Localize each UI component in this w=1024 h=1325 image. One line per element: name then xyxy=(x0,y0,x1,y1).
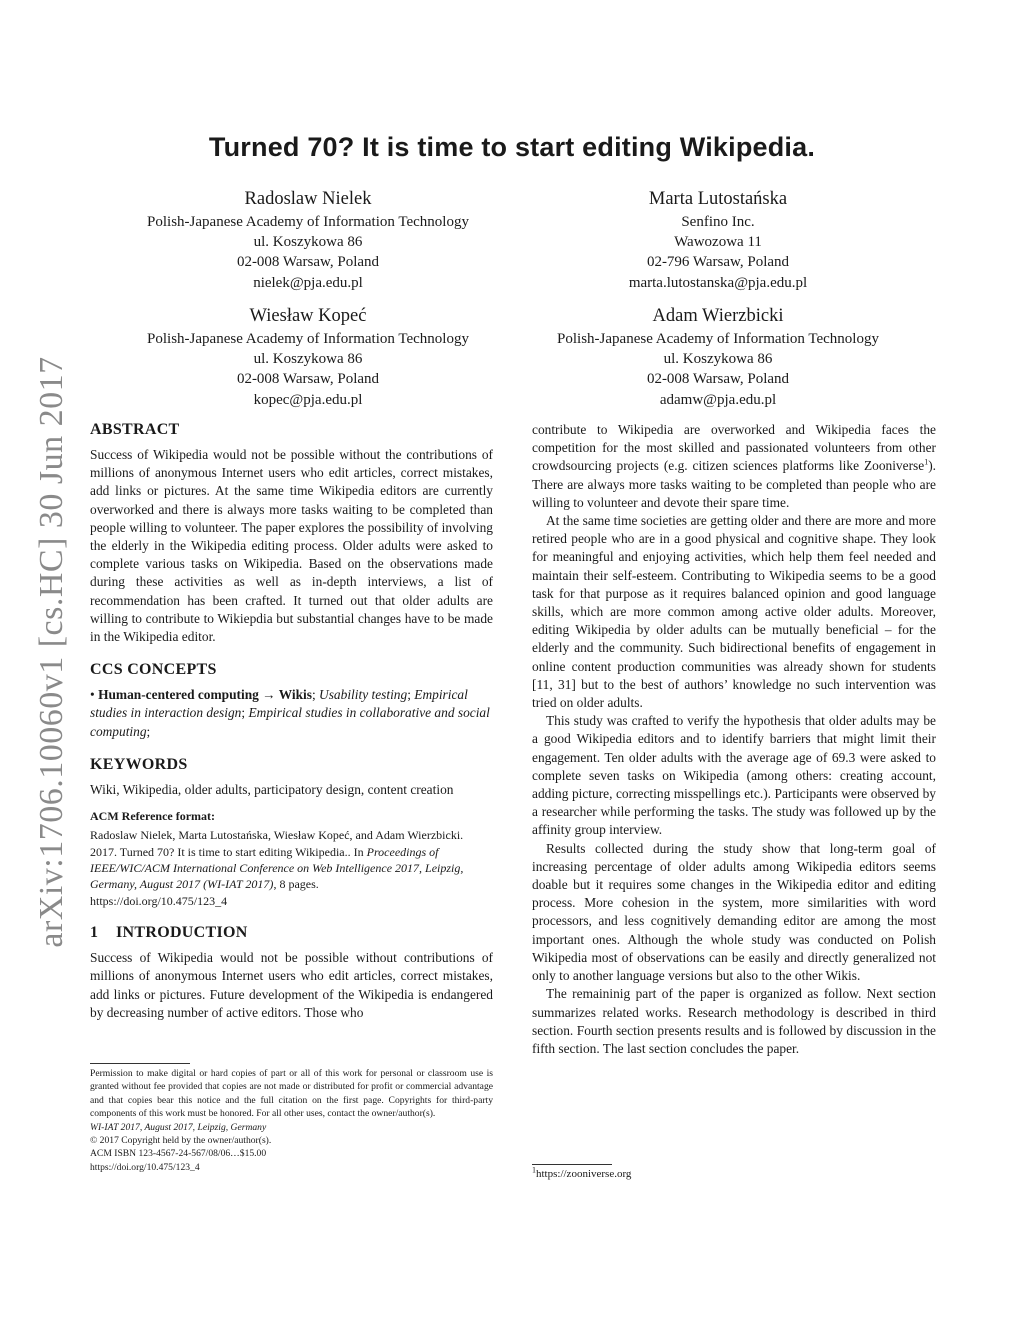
permission-notice xyxy=(90,1067,493,1174)
abstract-text: Success of Wikipedia would not be possible without the contributions of millions of anonymous Internet users who edit articles, correct mistakes, add links or pictures. At the same time Wikipedia editors are currently overworked and there is always more tasks waiting to be completed than people willing to volunteer. The paper explores the possibility of involving the elderly in the Wikipedia editing process. Older adults were asked to complete various tasks on Wikipedia. Based on the observations made during these activities as well as in-depth interviews, a list of recommendation has been crafted. It turned out that older adults are willing to contribute to Wikiepdia but substantial changes have to be made in the Wikipedia editor. xyxy=(90,447,493,645)
copyright-line: © 2017 Copyright held by the owner/author(s). xyxy=(90,1135,272,1147)
ccs-concept: Empirical studies in collaborative and social computing xyxy=(90,705,490,739)
ccs-concepts: • Human-centered computing → Wikis; Usability testing; Empirical studies in interaction design; Empirical studies in collaborative and social computing; xyxy=(90,687,490,739)
author-block xyxy=(508,187,928,293)
intro-paragraph: contribute to Wikipedia are overworked and Wikipedia faces the competition for the most skilled and passionated volunteers from other crowdsourcing projects (e.g. citizen sciences platforms like Zooniverse$^1$). There are always more tasks waiting to be completed than people who are willing to volunteer and devote their spare time. xyxy=(532,422,936,510)
intro-paragraph: Success of Wikipedia would not be possible without contributions of millions of anonymous Internet users who edit articles, correct mistakes, add links or pictures. Future development of the Wikipedia is endangered by decreasing number of active editors. Those who xyxy=(90,950,493,1020)
author-street: Wawozowa 11 xyxy=(674,234,762,251)
intro-paragraph: Results collected during the study show that long-term goal of increasing percentage of older adults among Wikipedia editors seems doable but it requires some changes in the Wikipedia editor and editing process. More cohesion in the system, more similarities with word processors, and less cognitively demanding editor are among the most important ones. Although the whole study was conducted on Polish Wikipedia most of observations can be easily and directly generalized not only to another language versions but also to the other Wikis. xyxy=(532,840,936,984)
reference-proceedings: Proceedings of IEEE/WIC/ACM International Conference on Web Intelligence 2017, Leipzig, Germany, August 2017 (WI-IAT 2017) xyxy=(90,844,464,892)
author-email[interactable]: adamw@pja.edu.pl xyxy=(659,391,777,408)
ccs-concept: Empirical studies in interaction design xyxy=(90,687,468,721)
abstract-heading: ABSTRACT xyxy=(90,421,180,438)
author-email[interactable]: marta.lutostanska@pja.edu.pl xyxy=(628,274,808,291)
ccs-concept: Usability testing xyxy=(319,687,408,703)
section-title: INTRODUCTION xyxy=(116,924,248,942)
author-block xyxy=(98,304,518,410)
footnote-url[interactable]: https://zooniverse.org xyxy=(536,1168,632,1180)
acm-reference-text: Radoslaw Nielek, Marta Lutostańska, Wiesław Kopeć, and Adam Wierzbicki. 2017. Turned 70? It is time to start editing Wikipedia.. In Proceedings of IEEE/WIC/ACM International Conference on Web Intelligence 2017, Leipzig, Germany, August 2017 (WI-IAT 2017), 8 pages. https://doi.org/10.475/123_4 xyxy=(90,828,464,908)
author-name: Adam Wierzbicki xyxy=(652,306,784,326)
ccs-bullet: • xyxy=(90,687,95,703)
ccs-heading: CCS CONCEPTS xyxy=(90,661,217,679)
permission-divider xyxy=(90,1063,190,1064)
author-block xyxy=(98,187,518,293)
intro-paragraph: This study was crafted to verify the hypothesis that older adults may be a good Wikipedia editors and to identify barriers that might limit their engagement. Ten older adults with the average age of 69.3 were asked to complete seven tasks on Wikipedia (among others: creating account, adding picture, correcting misspellings etc.). Participants were observed by a researcher while performing the tasks. The study was followed up by the affinity group interview. xyxy=(532,713,936,838)
venue-line: WI-IAT 2017, August 2017, Leipzig, Germany xyxy=(90,1121,267,1133)
section-number: 1 xyxy=(90,924,99,942)
author-street: ul. Koszykowa 86 xyxy=(253,234,363,251)
arxiv-identifier-text: arXiv:1706.10060v1 [cs.HC] 30 Jun 2017 xyxy=(33,356,70,948)
isbn-line: ACM ISBN 123-4567-24-567/08/06…$15.00 xyxy=(90,1148,267,1160)
author-city: 02-008 Warsaw, Poland xyxy=(236,371,380,388)
author-affiliation: Polish-Japanese Academy of Information Technology xyxy=(557,331,879,347)
intro-paragraph: The remaininig part of the paper is organized as follow. Next section summarizes related works. Research methodology is described in third section. Fourth section presents results and is followed by discussion in the fifth section. The last section concludes the paper. xyxy=(532,986,936,1056)
author-city: 02-008 Warsaw, Poland xyxy=(236,254,380,271)
right-column xyxy=(532,421,936,1058)
author-affiliation: Senfino Inc. xyxy=(681,214,755,230)
author-name: Marta Lutostańska xyxy=(648,189,788,209)
introduction-heading xyxy=(90,923,493,943)
author-street: ul. Koszykowa 86 xyxy=(663,351,773,368)
keywords-text: Wiki, Wikipedia, older adults, participatory design, content creation xyxy=(90,781,454,797)
author-email[interactable]: kopec@pja.edu.pl xyxy=(253,391,363,408)
footnote-mark[interactable]: 1 xyxy=(924,457,929,467)
doi-line[interactable]: https://doi.org/10.475/123_4 xyxy=(90,1161,200,1173)
keywords-heading: KEYWORDS xyxy=(90,755,188,773)
author-name: Radoslaw Nielek xyxy=(244,189,372,209)
author-email[interactable]: nielek@pja.edu.pl xyxy=(253,274,363,291)
author-city: 02-796 Warsaw, Poland xyxy=(646,254,790,271)
author-name: Wiesław Kopeć xyxy=(249,306,367,326)
footnote xyxy=(532,1167,631,1181)
author-affiliation: Polish-Japanese Academy of Information Technology xyxy=(147,214,469,230)
author-street: ul. Koszykowa 86 xyxy=(253,351,363,368)
footnote-number: 1 xyxy=(532,1165,536,1175)
author-city: 02-008 Warsaw, Poland xyxy=(646,371,790,388)
reference-doi[interactable]: https://doi.org/10.475/123_4 xyxy=(90,893,228,908)
left-column xyxy=(90,420,493,1022)
intro-paragraph: At the same time societies are getting older and there are more and more retired people who are in a good physical and cognitive shape. They look for meaningful and enjoying activities, which help them feel needed and maintain their self-esteem. Contributing to Wikipedia seems to be a good task for that purpose as it requires balanced opinion and good language skills, which are more common among active older adults. Moreover, editing Wikipedia by older adults can be mutually beneficial – for the elderly and the community. Such bidirectional benefits of engagement in online content production communities was already shown for students [11, 31] but to the best of authors’ knowledge no such intervention was tried on older adults. xyxy=(532,513,936,711)
footnote-divider xyxy=(532,1164,612,1165)
paper-title: Turned 70? It is time to start editing Wikipedia. xyxy=(208,132,816,162)
acm-reference-heading: ACM Reference format: xyxy=(90,809,216,824)
ccs-primary: Human-centered computing → Wikis xyxy=(98,687,312,703)
permission-text: Permission to make digital or hard copies of part or all of this work for personal or classroom use is granted without fee provided that copies are not made or distributed for profit or commercial advantage and that copies bear this notice and the full citation on the first page. Copyrights for third-party components of this work must be honored. For all other uses, contact the owner/author(s). xyxy=(90,1068,493,1120)
author-block xyxy=(508,304,928,410)
author-affiliation: Polish-Japanese Academy of Information Technology xyxy=(147,331,469,347)
